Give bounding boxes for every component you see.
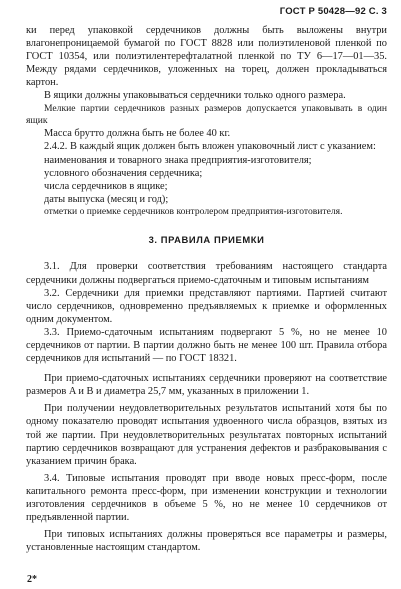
list-item: числа сердечников в ящике; xyxy=(44,180,168,192)
list-item: условного обозначения сердечника; xyxy=(44,167,203,179)
document-body xyxy=(26,24,387,554)
list-item: наименования и товарного знака предприятия-изготовителя; xyxy=(44,154,312,166)
paragraph: При получении неудовлетворительных результатов испытаний хотя бы по одному показателю проводят испытания удвоенного числа образцов, взятых из той же партии. При неудовлетворительных результатах повторных испытаний партию сердечников возвращают для устранения дефектов и разбраковывания с указанием причин брака. xyxy=(26,403,387,467)
paragraph: 2.4.2. В каждый ящик должен быть вложен упаковочный лист с указанием: xyxy=(44,141,376,153)
list-item: даты выпуска (месяц и год); xyxy=(44,193,169,205)
paragraph: 3.2. Сердечники для приемки представляют партиями. Партией считают число сердечников, одновременно предъявляемых к приемке и оформленных одним документом. xyxy=(26,287,387,325)
page-header: ГОСТ Р 50428—92 С. 3 xyxy=(279,6,387,17)
paragraph: 3.4. Типовые испытания проводят при вводе новых пресс-форм, после капитального ремонта пресс-форм, при изменении конструкции и технологии изготовления сердечников в объеме 5 %, но не менее 10 сердечников от предъявленной партии. xyxy=(26,472,387,524)
list-item: отметки о приемке сердечников контролером предприятия-изготовителя. xyxy=(44,205,343,217)
page-number: 2* xyxy=(27,574,37,585)
paragraph: Мелкие партии сердечников разных размеров допускается упаковывать в один ящик xyxy=(26,102,387,126)
paragraph: ки перед упаковкой сердечников должны быть выложены внутри влагонепроницаемой бумагой по ГОСТ 8828 или полиэтиленовой пленкой по ГОСТ 10354, или полиэтилентерефталатной пленкой по ТУ 6—17—01—35. Между рядами сердечников, уложенных на торец, должен прокладываться картон. xyxy=(26,25,387,89)
paragraph: 3.3. Приемо-сдаточным испытаниям подвергают 5 %, но не менее 10 сердечников от партии. В партии должно быть не менее 100 шт. Правила отбора сердечников для испытаний — по ГОСТ 18321. xyxy=(26,326,387,365)
paragraph: Масса брутто должна быть не более 40 кг. xyxy=(44,128,231,140)
paragraph: При приемо-сдаточных испытаниях сердечники проверяют на соответствие размеров A и B и диаметра 25,7 мм, указанных в приложении 1. xyxy=(26,373,387,398)
section-heading: 3. ПРАВИЛА ПРИЕМКИ xyxy=(148,234,265,246)
spacer xyxy=(26,365,387,372)
paragraph: При типовых испытаниях должны проверяться все параметры и размеры, установленные настоящим стандартом. xyxy=(26,529,387,554)
paragraph: 3.1. Для проверки соответствия требованиям настоящего стандарта сердечники должны подвергаться приемо-сдаточным и типовым испытаниям xyxy=(26,261,387,286)
paragraph: В ящики должны упаковываться сердечники только одного размера. xyxy=(44,90,346,102)
